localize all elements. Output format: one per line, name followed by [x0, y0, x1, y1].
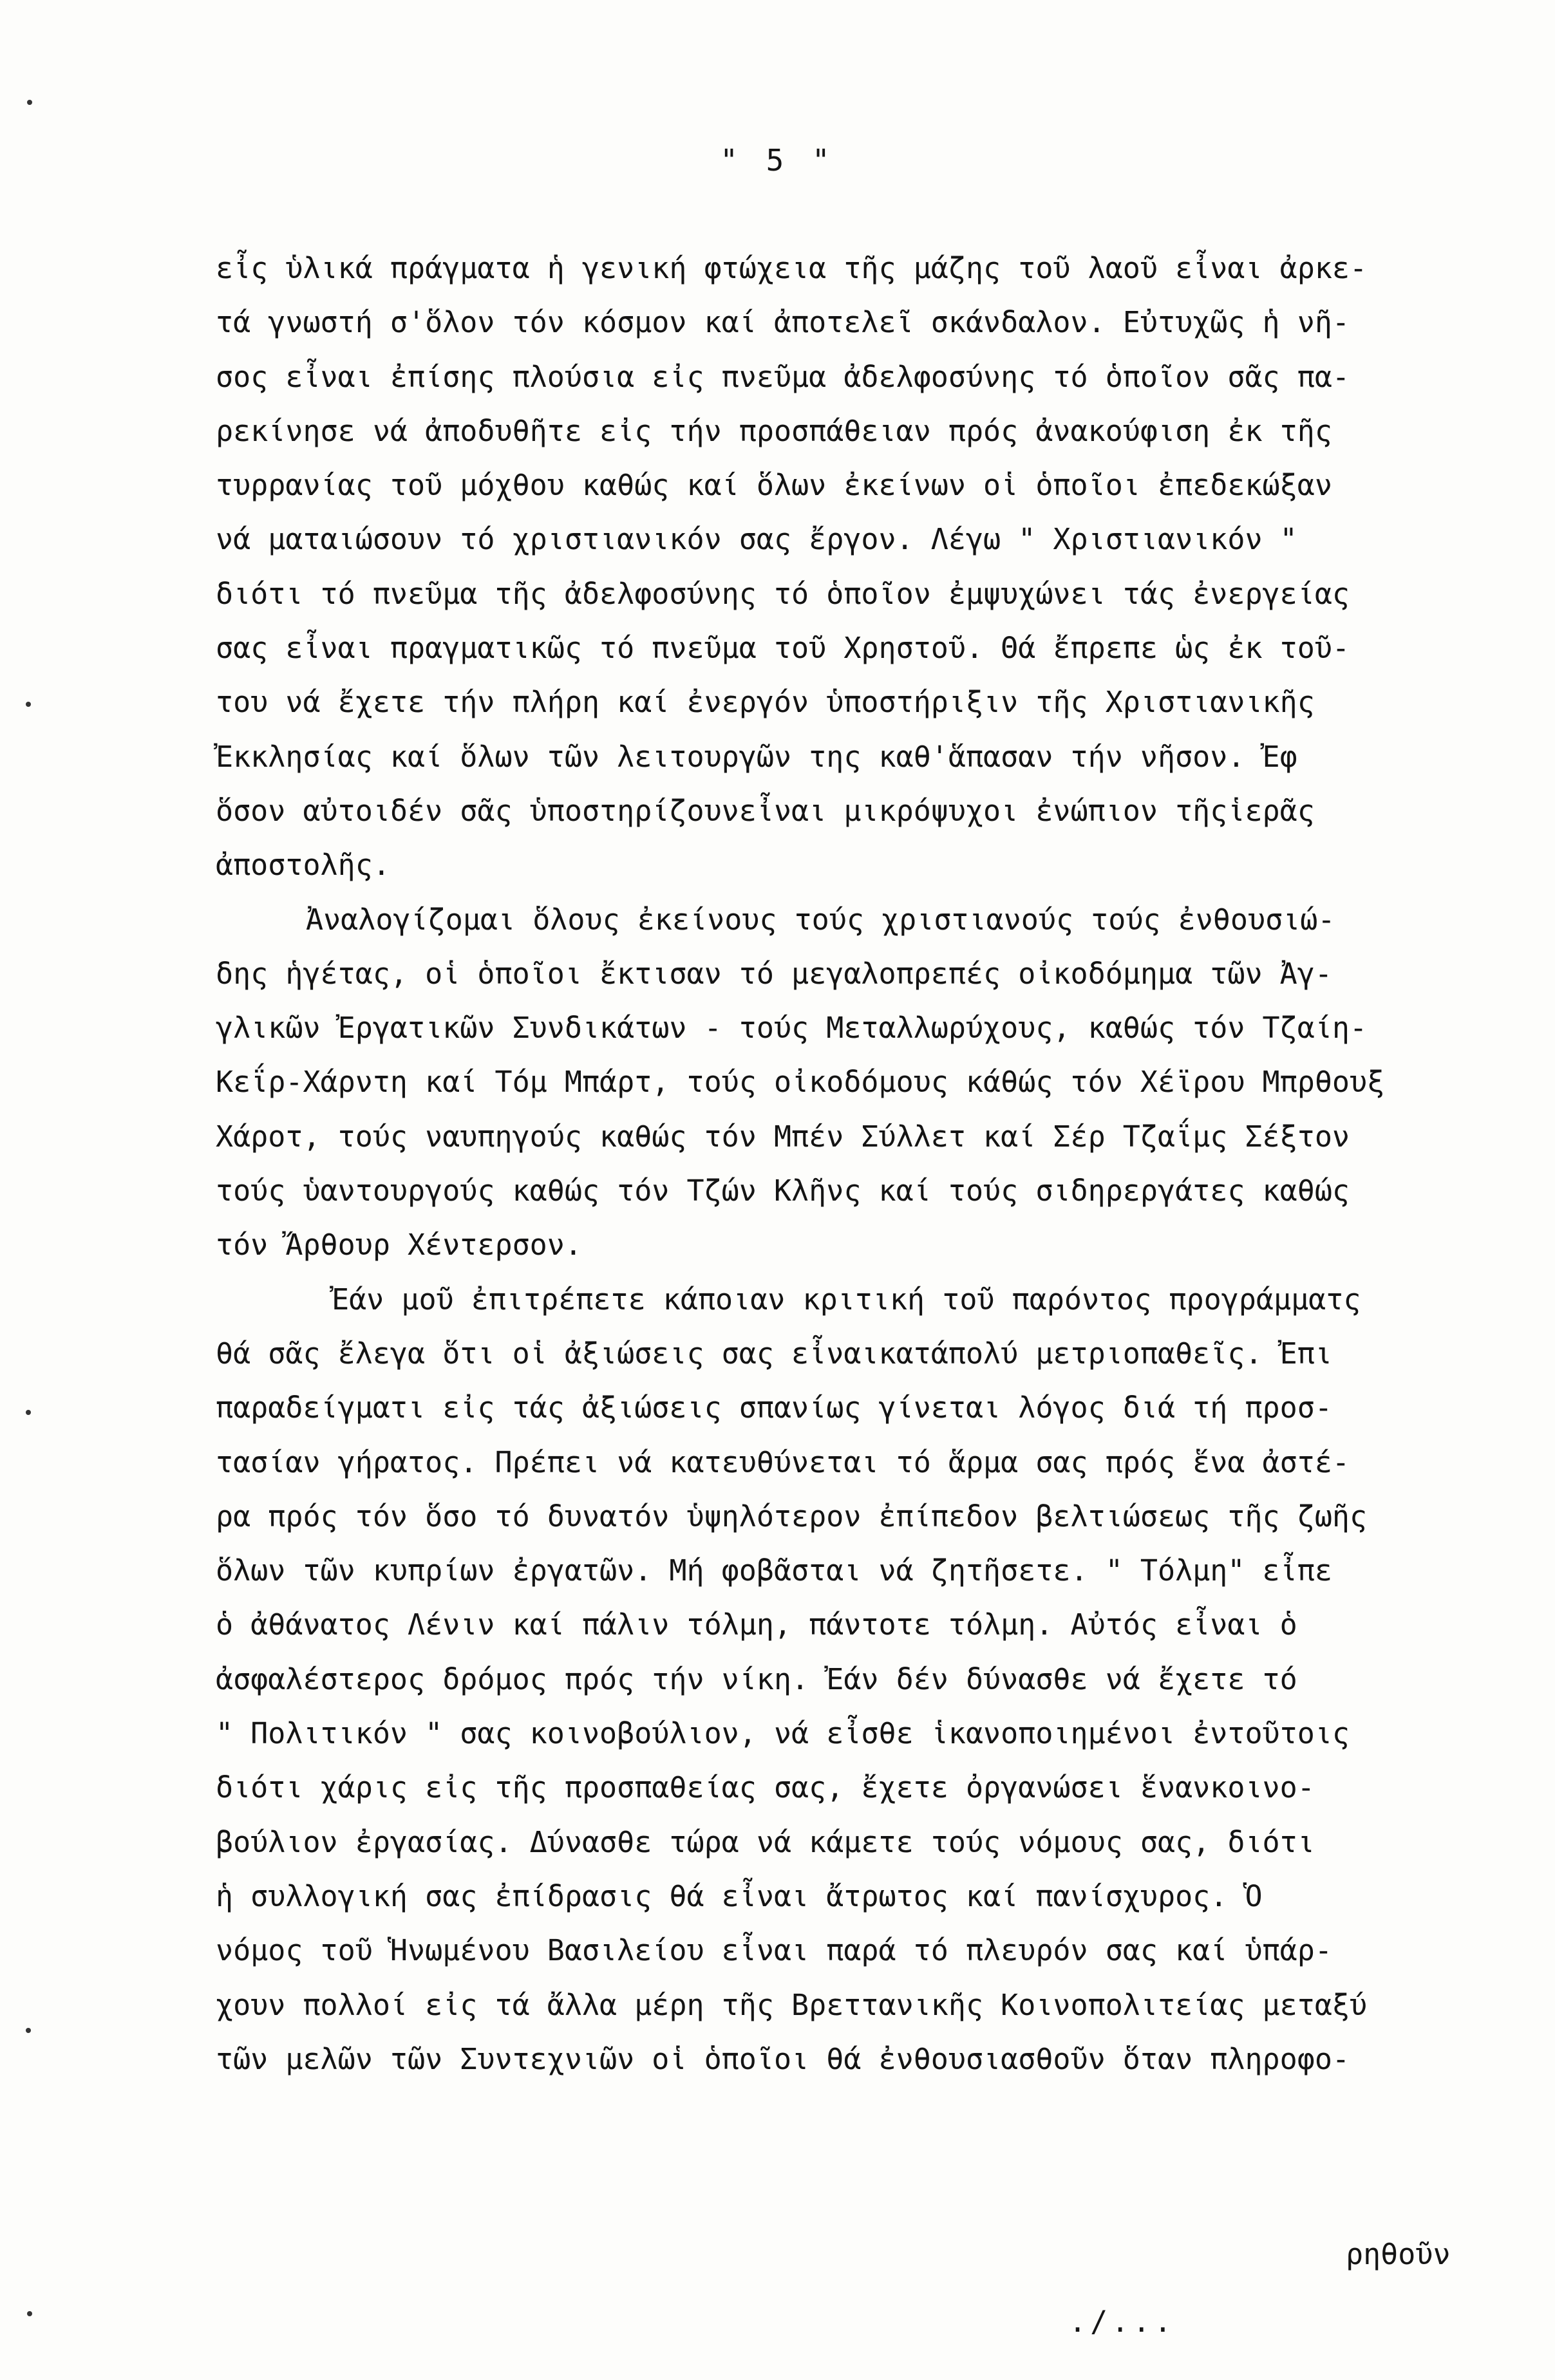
- text-line: ρα πρός τόν ὅσο τό δυνατόν ὑψηλότερον ἐπίπεδον βελτιώσεως τῆς ζωῆς: [216, 1499, 1368, 1533]
- text-line: βούλιον ἐργασίας. Δύνασθε τώρα νά κάμετε τούς νόμους σας, διότι: [216, 1824, 1315, 1859]
- text-line: παραδείγματι εἰς τάς ἀξιώσεις σπανίως γίνεται λόγος διά τή προσ-: [216, 1391, 1332, 1425]
- page-number: " 5 ": [720, 143, 835, 178]
- text-line: σας εἶναι πραγματικῶς τό πνεῦμα τοῦ Χρηστοῦ. Θά ἔπρεπε ὡς ἐκ τοῦ-: [216, 631, 1350, 666]
- margin-dot: [26, 702, 31, 707]
- text-line: ἡ συλλογική σας ἐπίδρασις θά εἶναι ἄτρωτος καί πανίσχυρος. Ὁ: [216, 1879, 1263, 1913]
- paragraph-start-line: Ἀναλογίζομαι ὅλους ἐκείνους τούς χριστιανούς τούς ἐνθουσιώ-: [306, 902, 1335, 937]
- paragraph-start-line: Ἐάν μοῦ ἐπιτρέπετε κάποιαν κριτική τοῦ παρόντος προγράμματς: [332, 1282, 1361, 1316]
- text-line: ἀσφαλέστερος δρόμος πρός τήν νίκη. Ἐάν δέν δύνασθε νά ἔχετε τό: [216, 1662, 1297, 1696]
- text-line: τασίαν γήρατος. Πρέπει νά κατευθύνεται τό ἅρμα σας πρός ἕνα ἀστέ-: [216, 1445, 1350, 1479]
- margin-dot: [26, 2028, 31, 2033]
- text-line: γλικῶν Ἐργατικῶν Συνδικάτων - τούς Μεταλλωρύχους, καθώς τόν Τζαίη-: [216, 1011, 1368, 1045]
- text-line: διότι χάρις εἰς τῆς προσπαθείας σας, ἔχετε ὀργανώσει ἕνανκοινο-: [216, 1770, 1315, 1805]
- text-line: νόμος τοῦ Ἡνωμένου Βασιλείου εἶναι παρά τό πλευρόν σας καί ὑπάρ-: [216, 1933, 1332, 1968]
- text-line: ὅλων τῶν κυπρίων ἐργατῶν. Μή φοβᾶσται νά ζητῆσετε. " Τόλμη" εἶπε: [216, 1553, 1332, 1588]
- text-line: διότι τό πνεῦμα τῆς ἀδελφοσύνης τό ὁποῖον ἐμψυχώνει τάς ἐνεργείας: [216, 576, 1350, 611]
- text-line: του νά ἔχετε τήν πλήρη καί ἐνεργόν ὑποστήριξιν τῆς Χριστιανικῆς: [216, 685, 1315, 720]
- text-line: τόν Ἄρθουρ Χέντερσον.: [216, 1228, 582, 1262]
- text-line: ρεκίνησε νά ἀποδυθῆτε εἰς τήν προσπάθειαν πρός ἀνακούφιση ἐκ τῆς: [216, 413, 1332, 448]
- text-line: χουν πολλοί εἰς τά ἄλλα μέρη τῆς Βρεττανικῆς Κοινοπολιτείας μεταξύ: [216, 1987, 1368, 2022]
- text-line: Κεΐρ-Χάρντη καί Τόμ Μπάρτ, τούς οἰκοδόμους κάθώς τόν Χέϊρου Μπρθουξ: [216, 1065, 1385, 1100]
- text-line: " Πολιτικόν " σας κοινοβούλιον, νά εἶσθε ἱκανοποιημένοι ἐντοῦτοις: [216, 1716, 1350, 1751]
- text-line: θά σᾶς ἔλεγα ὅτι οἱ ἀξιώσεις σας εἶναικατάπολύ μετριοπαθεῖς. Ἐπι: [216, 1336, 1332, 1371]
- text-line: ὅσον αὐτοιδέν σᾶς ὑποστηρίζουνεἶναι μικρόψυχοι ἐνώπιον τῆςἱερᾶς: [216, 793, 1315, 828]
- text-line: τῶν μελῶν τῶν Συντεχνιῶν οἱ ὁποῖοι θά ἐνθουσιασθοῦν ὅταν πληροφο-: [216, 2041, 1350, 2076]
- text-line: Χάροτ, τούς ναυπηγούς καθώς τόν Μπέν Σύλλετ καί Σέρ Τζαΐμς Σέξτον: [216, 1119, 1350, 1154]
- text-line: τούς ὑαντουργούς καθώς τόν Τζών Κλῆνς καί τούς σιδηρεργάτες καθώς: [216, 1174, 1350, 1208]
- margin-dot: [27, 100, 32, 105]
- margin-dot: [26, 1410, 31, 1415]
- margin-dot: [27, 2311, 32, 2316]
- text-line: ἀποστολῆς.: [216, 848, 390, 883]
- continuation-marker: ./...: [1069, 2305, 1176, 2339]
- text-line: δης ἡγέτας, οἱ ὁποῖοι ἔκτισαν τό μεγαλοπρεπές οἰκοδόμημα τῶν Ἀγ-: [216, 956, 1332, 991]
- last-word-line: ρηθοῦν: [1346, 2237, 1451, 2271]
- text-line: Ἐκκλησίας καί ὅλων τῶν λειτουργῶν της καθ'ἅπασαν τήν νῆσον. Ἐφ: [216, 739, 1297, 774]
- text-line: νά ματαιώσουν τό χριστιανικόν σας ἔργον. Λέγω " Χριστιανικόν ": [216, 522, 1297, 557]
- text-line: εἶς ὑλικά πράγματα ἡ γενική φτώχεια τῆς μάζης τοῦ λαοῦ εἶναι ἀρκε-: [216, 251, 1368, 285]
- text-line: ὁ ἀθάνατος Λένιν καί πάλιν τόλμη, πάντοτε τόλμη. Αὐτός εἶναι ὁ: [216, 1607, 1297, 1642]
- body-text: [216, 241, 1536, 2086]
- text-line: τά γνωστή σ'ὅλον τόν κόσμον καί ἀποτελεῖ σκάνδαλον. Εὐτυχῶς ἡ νῆ-: [216, 305, 1350, 340]
- text-line: τυρρανίας τοῦ μόχθου καθώς καί ὅλων ἐκείνων οἱ ὁποῖοι ἐπεδεκώξαν: [216, 468, 1332, 503]
- text-line: σος εἶναι ἐπίσης πλούσια εἰς πνεῦμα ἀδελφοσύνης τό ὁποῖον σᾶς πα-: [216, 359, 1350, 394]
